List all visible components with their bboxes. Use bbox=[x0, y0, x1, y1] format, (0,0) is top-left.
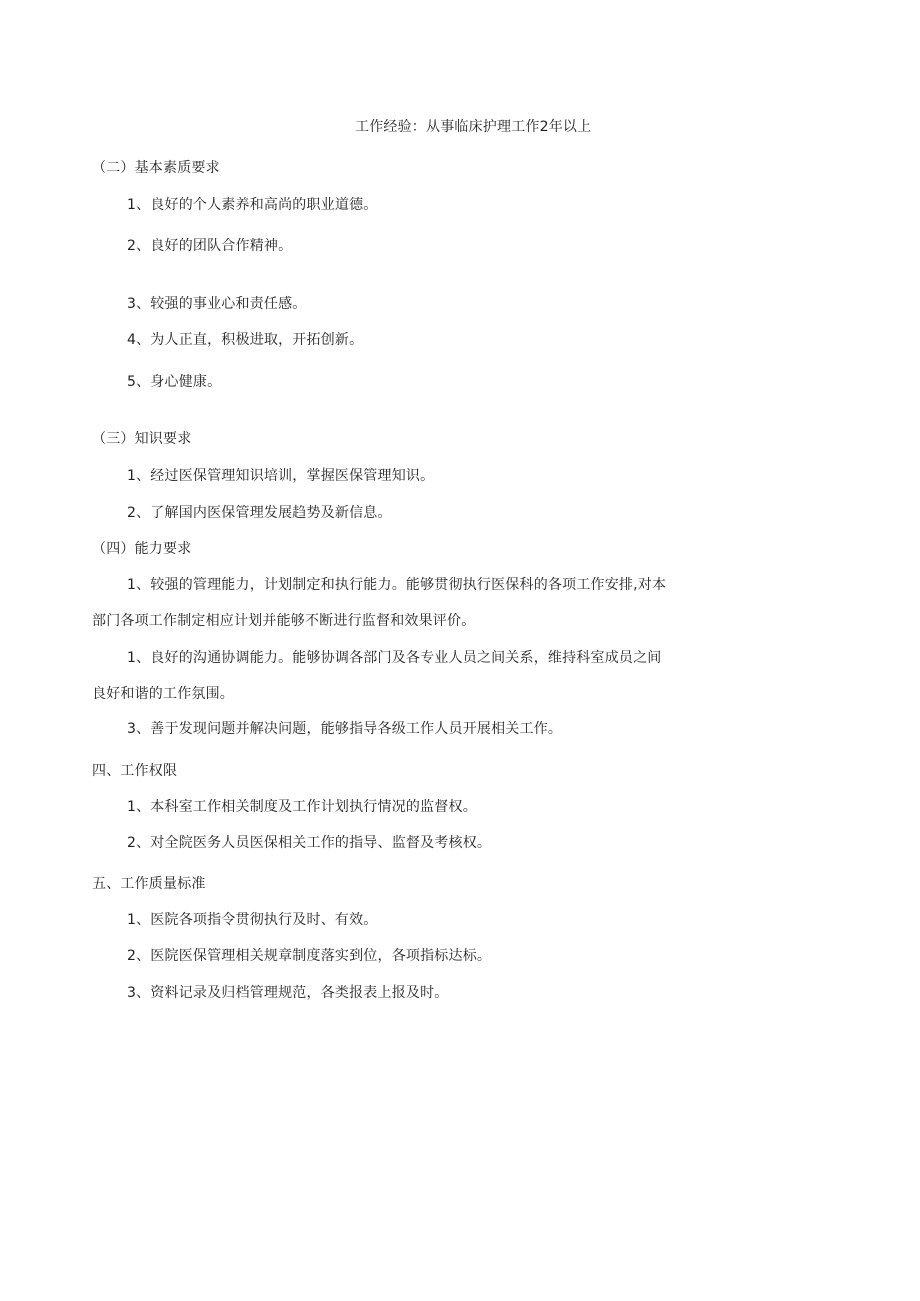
basic-item-2: 2、良好的团队合作精神。 bbox=[127, 238, 293, 254]
basic-item-5: 5、身心健康。 bbox=[127, 374, 222, 390]
authority-item-1: 1、本科室工作相关制度及工作计划执行情况的监督权。 bbox=[127, 799, 477, 815]
section-heading-quality: 五、工作质量标准 bbox=[92, 876, 206, 892]
ability-item-3: 3、善于发现问题并解决问题，能够指导各级工作人员开展相关工作。 bbox=[127, 721, 563, 737]
section-heading-ability: （四）能力要求 bbox=[92, 541, 192, 557]
ability-item-1-line1: 1、较强的管理能力，计划制定和执行能力。能够贯彻执行医保科的各项工作安排,对本 bbox=[127, 577, 667, 593]
basic-item-3: 3、较强的事业心和责任感。 bbox=[127, 296, 307, 312]
ability-item-1-line2: 部门各项工作制定相应计划并能够不断进行监督和效果评价。 bbox=[92, 613, 476, 629]
section-heading-basic: （二）基本素质要求 bbox=[92, 160, 220, 176]
quality-item-1: 1、医院各项指令贯彻执行及时、有效。 bbox=[127, 912, 378, 928]
quality-item-3: 3、资料记录及归档管理规范，各类报表上报及时。 bbox=[127, 985, 449, 1001]
quality-item-2: 2、医院医保管理相关规章制度落实到位，各项指标达标。 bbox=[127, 948, 492, 964]
ability-item-2-line1: 1、良好的沟通协调能力。能够协调各部门及各专业人员之间关系，维持科室成员之间 bbox=[127, 650, 662, 666]
knowledge-item-1: 1、经过医保管理知识培训，掌握医保管理知识。 bbox=[127, 468, 435, 484]
basic-item-1: 1、良好的个人素养和高尚的职业道德。 bbox=[127, 197, 378, 213]
authority-item-2: 2、对全院医务人员医保相关工作的指导、监督及考核权。 bbox=[127, 835, 492, 851]
basic-item-4: 4、为人正直，积极进取，开拓创新。 bbox=[127, 332, 364, 348]
section-heading-knowledge: （三）知识要求 bbox=[92, 431, 192, 447]
experience-line: 工作经验：从事临床护理工作2年以上 bbox=[355, 119, 592, 135]
knowledge-item-2: 2、了解国内医保管理发展趋势及新信息。 bbox=[127, 505, 392, 521]
ability-item-2-line2: 良好和谐的工作氛围。 bbox=[92, 686, 234, 702]
section-heading-authority: 四、工作权限 bbox=[92, 763, 178, 779]
